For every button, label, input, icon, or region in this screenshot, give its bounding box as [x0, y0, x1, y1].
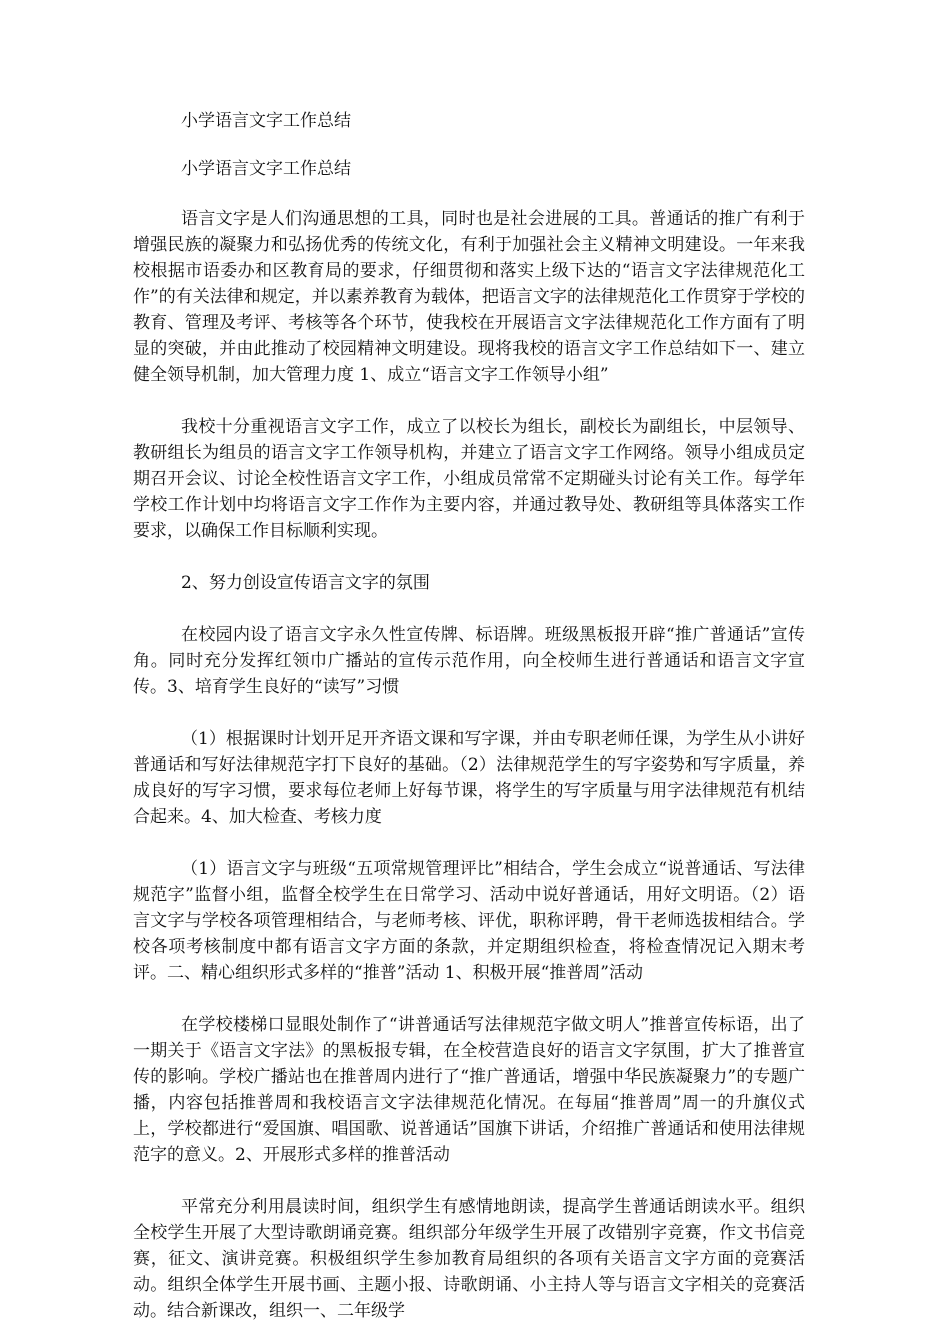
- paragraph-promotion-week: 在学校楼梯口显眼处制作了“讲普通话写法律规范字做文明人”推普宣传标语，出了一期关于《语言文字法》的黑板报专辑，在全校营造良好的语言文字氛围，扩大了推普宣传的影响。学校广播站也在推普周内进行了“推广普通话，增强中华民族凝聚力”的专题广播，内容包括推普周和我校语言文字法律规范化情况。在每届“推普周”周一的升旗仪式上，学校都进行“爱国旗、唱国歌、说普通话”国旗下讲话，介绍推广普通话和使用法律规范字的意义。2、开展形式多样的推普活动: [133, 1015, 805, 1165]
- paragraph-inspection: （1）语言文字与班级“五项常规管理评比”相结合，学生会成立“说普通话、写法律规范字”监督小组，监督全校学生在日常学习、活动中说好普通话，用好文明语。（2）语言文字与学校各项管理相结合，与老师考核、评优，职称评聘，骨干老师选拔相结合。学校各项考核制度中都有语言文字方面的条款，并定期组织检查，将检查情况记入期末考评。二、精心组织形式多样的“推普”活动 1、积极开展“推普周”活动: [133, 859, 805, 983]
- paragraph-intro: 语言文字是人们沟通思想的工具，同时也是社会进展的工具。普通话的推广有利于增强民族的凝聚力和弘扬优秀的传统文化，有利于加强社会主义精神文明建设。一年来我校根据市语委办和区教育局的要求，仔细贯彻和落实上级下达的“语言文字法律规范化工作”的有关法律和规定，并以素养教育为载体，把语言文字的法律规范化工作贯穿于学校的教育、管理及考评、考核等各个环节，使我校在开展语言文字法律规范化工作方面有了明显的突破，并由此推动了校园精神文明建设。现将我校的语言文字工作总结如下一、建立健全领导机制，加大管理力度 1、成立“语言文字工作领导小组”: [133, 209, 805, 385]
- paragraph-activities: 平常充分利用晨读时间，组织学生有感情地朗读，提高学生普通话朗读水平。组织全校学生开展了大型诗歌朗诵竞赛。组织部分年级学生开展了改错别字竞赛，作文书信竞赛，征文、演讲竞赛。积极组织学生参加教育局组织的各项有关语言文字方面的竞赛活动。组织全体学生开展书画、主题小报、诗歌朗诵、小主持人等与语言文字相关的竞赛活动。结合新课改，组织一、二年级学: [133, 1197, 805, 1321]
- document-subtitle: 小学语言文字工作总结: [181, 159, 351, 179]
- document-title: 小学语言文字工作总结: [181, 111, 351, 131]
- paragraph-writing-habits: （1）根据课时计划开足开齐语文课和写字课，并由专职老师任课，为学生从小讲好普通话和写好法律规范字打下良好的基础。（2）法律规范学生的写字姿势和写字质量，养成良好的写字习惯，要求每位老师上好每节课，将学生的写字质量与用字法律规范有机结合起来。4、加大检查、考核力度: [133, 729, 805, 827]
- paragraph-heading-atmosphere: 2、努力创设宣传语言文字的氛围: [181, 573, 430, 593]
- paragraph-leadership: 我校十分重视语言文字工作，成立了以校长为组长，副校长为副组长，中层领导、教研组长为组员的语言文字工作领导机构，并建立了语言文字工作网络。领导小组成员定期召开会议、讨论全校性语言文字工作，小组成员常常不定期碰头讨论有关工作。每学年学校工作计划中均将语言文字工作作为主要内容，并通过教导处、教研组等具体落实工作要求，以确保工作目标顺利实现。: [133, 417, 805, 541]
- document-page: [133, 108, 805, 1324]
- paragraph-campus-promotion: 在校园内设了语言文字永久性宣传牌、标语牌。班级黑板报开辟“推广普通话”宣传角。同时充分发挥红领巾广播站的宣传示范作用，向全校师生进行普通话和语言文字宣传。3、培育学生良好的“读写”习惯: [133, 625, 805, 697]
